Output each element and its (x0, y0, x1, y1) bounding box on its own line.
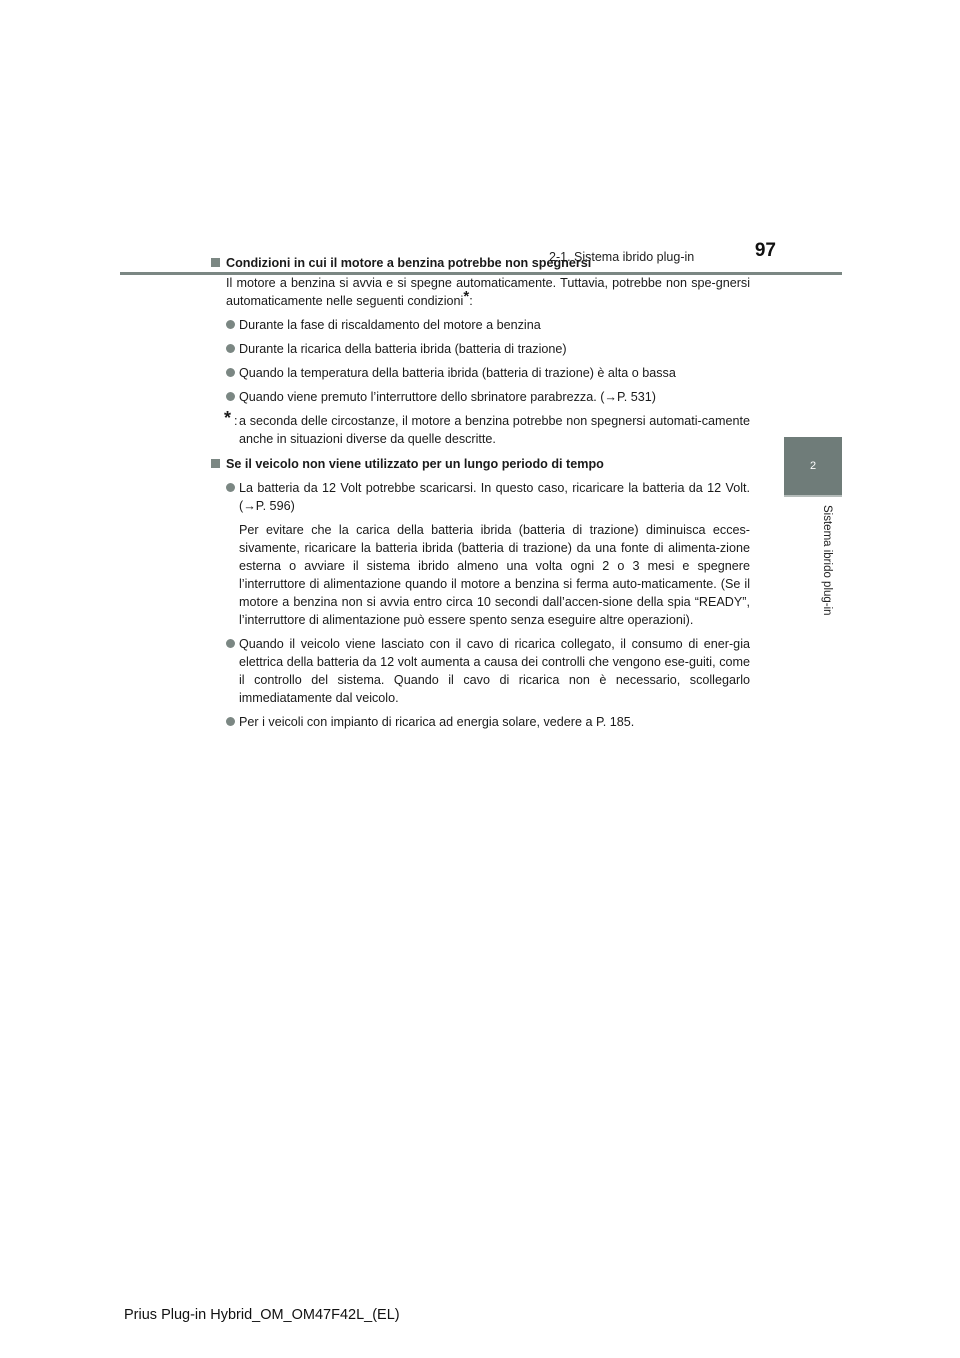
section-heading (209, 254, 750, 272)
circle-bullet-icon (226, 717, 235, 726)
list-item-text: Durante la fase di riscaldamento del motore a benzina (239, 318, 541, 332)
circle-bullet-icon (226, 368, 235, 377)
section-heading (209, 455, 750, 473)
list-item-text: Quando viene premuto l’interruttore dello sbrinatore parabrezza. (→P. 531) (239, 390, 656, 404)
circle-bullet-icon (226, 639, 235, 648)
circle-bullet-icon (226, 392, 235, 401)
circle-bullet-icon (226, 344, 235, 353)
intro-text: Il motore a benzina si avvia e si spegne automaticamente. Tuttavia, potrebbe non spe-gnersi automaticamente nelle seguenti condizioni (226, 276, 750, 308)
footnote-colon: : (234, 414, 238, 428)
circle-bullet-icon (226, 320, 235, 329)
chapter-tab[interactable] (784, 437, 842, 495)
list-item-text: Quando il veicolo viene lasciato con il cavo di ricarica collegato, il consumo di ener-gia elettrica della batteria da 12 volt aumenta a causa dei controlli che vengono ese-guiti, come il controllo del sistema. Quando il cavo di ricarica non è necessario, scollegarlo immediatamente dal veicolo. (239, 637, 750, 705)
list-item (209, 479, 750, 515)
chapter-tab-label: Sistema ibrido plug-in (821, 505, 833, 616)
footnote-text: a seconda delle circostanze, il motore a benzina potrebbe non spegnersi automati-camente anche in situazioni diverse da quelle descritte. (239, 414, 750, 446)
footnote (209, 408, 750, 448)
list-item-text: Per i veicoli con impianto di ricarica ad energia solare, vedere a P. 185. (239, 715, 635, 729)
footnote-star: * (224, 408, 232, 428)
circle-bullet-icon (226, 483, 235, 492)
header-section-title: 2-1. Sistema ibrido plug-in (549, 250, 695, 264)
list-item (209, 388, 750, 406)
list-item (209, 364, 750, 382)
list-item (209, 635, 750, 707)
square-bullet-icon (211, 258, 220, 267)
footer-document-id: Prius Plug-in Hybrid_OM_OM47F42L_(EL) (124, 1307, 400, 1323)
chapter-tab-number: 2 (809, 460, 817, 472)
list-item (209, 340, 750, 358)
chapter-tab-divider (784, 495, 842, 497)
list-item (209, 713, 750, 731)
list-item-detail: Per evitare che la carica della batteria ibrida (batteria di trazione) diminuisca ecces-sivamente, ricaricare la batteria ibrida (batteria di trazione) da una fonte di alimenta-zione esterna o avviare il sistema ibrido almeno una volta ogni 2 o 3 mesi e spegnere l’interruttore di alimentazione quando il motore a benzina si ferma auto-maticamente. (Se il motore a benzina non si avvia entro circa 10 secondi dall’accen-sione della spia “READY”, l’interruttore di alimentazione può essere spento senza eseguire altre operazioni). (239, 523, 750, 627)
square-bullet-icon (211, 459, 220, 468)
section-title: Se il veicolo non viene utilizzato per un lungo periodo di tempo (226, 457, 604, 471)
list-item-text: La batteria da 12 Volt potrebbe scaricarsi. In questo caso, ricaricare la batteria da 12 Volt. (→P. 596) (239, 481, 750, 513)
list-item (209, 316, 750, 334)
page-number: 97 (754, 240, 776, 261)
footnote-marker: * (463, 288, 470, 305)
list-item-text: Quando la temperatura della batteria ibrida (batteria di trazione) è alta o bassa (239, 366, 676, 380)
page-content (209, 254, 750, 731)
section-title: Condizioni in cui il motore a benzina potrebbe non spegnersi (226, 256, 592, 270)
intro-end: : (469, 294, 473, 308)
list-item-text: Durante la ricarica della batteria ibrida (batteria di trazione) (239, 342, 567, 356)
section-intro (209, 274, 750, 310)
